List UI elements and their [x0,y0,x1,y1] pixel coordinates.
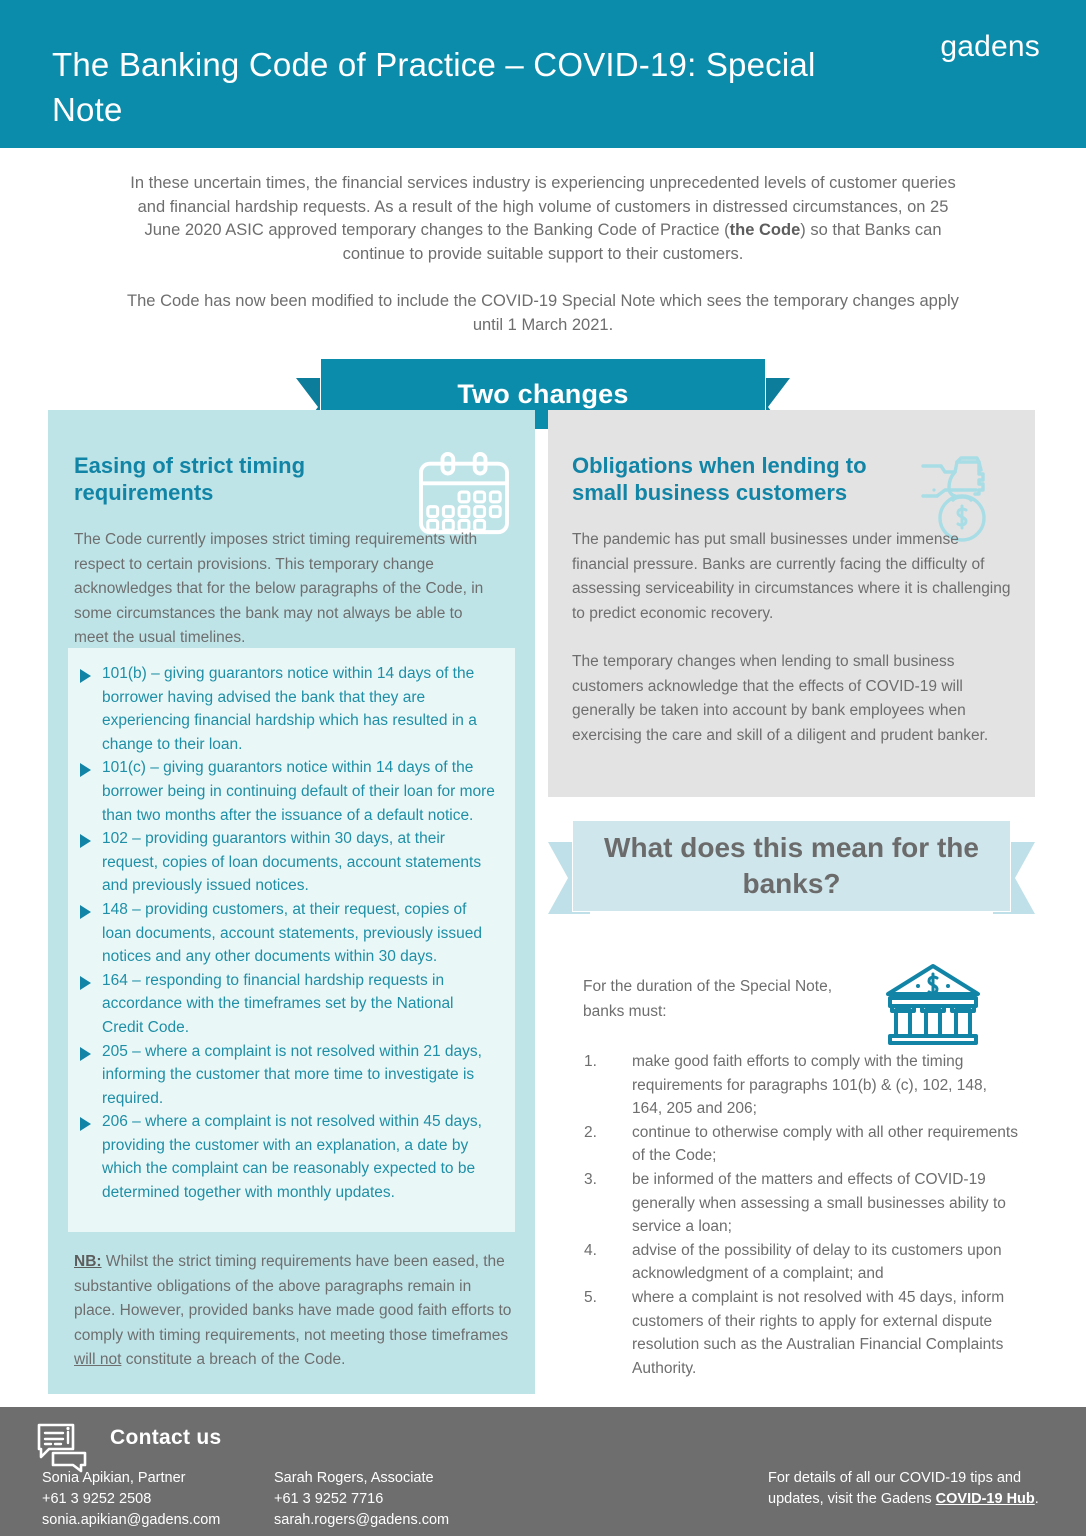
list-item-text: where a complaint is not resolved with 45 days, inform customers of their rights to apply for external dispute resolution such as the Australian Financial Complaints Authority. [632,1288,1005,1377]
list-item-number: 2. [584,1123,597,1141]
gadens-logo: gadens [940,30,1040,63]
left-panel-body [74,528,499,651]
footer-divider [0,1404,1086,1407]
list-item [580,1168,1020,1239]
list-item: 101(b) – giving guarantors notice within 14 days of the borrower having advised the bank that they are experiencing financial hardship which has resulted in a change to their loan. [78,662,499,756]
covid-hub-note [768,1468,1068,1510]
intro-paragraph-1 [118,172,968,266]
list-item [580,1121,1020,1168]
covid-hub-note-after: . [1034,1491,1039,1507]
nb-will-not: will not [74,1351,122,1368]
list-item-text: advise of the possibility of delay to its customers upon acknowledgment of a complaint; and [632,1241,1002,1283]
bank-building-icon [878,960,988,1048]
contact-name: Sarah Rogers, Associate [274,1470,434,1486]
intro-text [118,172,968,337]
nb-note [74,1250,512,1373]
page-header [0,0,1086,148]
intro-paragraph-2: The Code has now been modified to include the COVID-19 Special Note which sees the temporary changes apply until 1 March 2021. [127,292,959,334]
calendar-icon [415,452,513,538]
contact-name: Sonia Apikian, Partner [42,1470,186,1486]
list-item [580,1239,1020,1286]
list-item: 102 – providing guarantors within 30 days, at their request, copies of loan documents, account statements and previously issued notices. [78,827,499,898]
what-does-this-mean-ribbon [548,820,1035,930]
contact-email[interactable]: sonia.apikian@gadens.com [42,1512,221,1528]
contact-email[interactable]: sarah.rogers@gadens.com [274,1512,450,1528]
list-item: 101(c) – giving guarantors notice within 14 days of the borrower being in continuing default of their loan for more than two months after the issuance of a default notice. [78,756,499,827]
list-item-text: continue to otherwise comply with all other requirements of the Code; [632,1123,1018,1165]
timing-bullets-box [68,648,515,1232]
page-footer [0,1404,1086,1536]
list-item-number: 4. [584,1241,597,1259]
contact-card-2 [274,1468,514,1531]
right-panel-heading: Obligations when lending to small business customers [572,453,867,505]
list-item-number: 3. [584,1170,597,1188]
list-item: 164 – responding to financial hardship requests in accordance with the timeframes set by the National Credit Code. [78,969,499,1040]
right-panel-paragraph-2: The temporary changes when lending to small business customers acknowledge that the effects of COVID-19 will generally be taken into account by bank employees when exercising the care and skill of a diligent and prudent banker. [572,653,989,744]
what-does-this-mean-label: What does this mean for the banks? [604,832,979,899]
the-code-bold: the Code [729,221,801,239]
intro-p1-before: In these uncertain times, the financial services industry is experiencing unprecedented levels of customer queries and financial hardship requests. As a result of the high volume of customers in distressed circumstances, on 25 June 2020 ASIC approved temporary changes to the Banking Code of Practice ( [130,174,956,239]
contact-us-title: Contact us [110,1426,222,1449]
contact-card-1 [42,1468,282,1531]
list-item-number: 1. [584,1053,597,1070]
contact-phone[interactable]: +61 3 9252 7716 [274,1491,384,1507]
nb-label: NB: [74,1253,102,1270]
list-item [580,1286,1020,1380]
covid-hub-note-before: For details of all our COVID-19 tips and updates, visit the Gadens [768,1470,1022,1507]
speech-bubbles-icon [35,1421,91,1473]
nb-text-part1: Whilst the strict timing requirements have been eased, the substantive obligations of the above paragraphs remain in place. However, provided banks have made good faith efforts to comply with timing requirements, not meeting those timeframes [74,1253,512,1344]
covid-19-hub-link[interactable]: COVID-19 Hub [935,1491,1035,1507]
contact-phone[interactable]: +61 3 9252 2508 [42,1491,152,1507]
list-item: 206 – where a complaint is not resolved within 45 days, providing the customer with an explanation, a date by which the complaint can be reasonably expected to be determined together with monthly updates. [78,1110,499,1204]
timing-bullet-list [68,648,515,1205]
right-panel-paragraph-1: The pandemic has put small businesses under immense financial pressure. Banks are currently facing the difficulty of assessing serviceability in circumstances where it is challenging to predict economic recovery. [572,531,1011,622]
left-panel-heading: Easing of strict timing requirements [74,453,306,505]
banks-must-section [548,960,1035,1380]
page-title: The Banking Code of Practice – COVID-19: Special Note [52,46,816,128]
small-business-panel [548,410,1035,797]
list-item-number: 5. [584,1288,597,1306]
list-item-text: be informed of the matters and effects of COVID-19 generally when assessing a small businesses ability to service a loan; [632,1170,1006,1236]
left-panel-body-text: The Code currently imposes strict timing requirements with respect to certain provisions. This temporary change acknowledges that for the below paragraphs of the Code, in some circumstances the bank may not always be able to meet the usual timelines. [74,531,484,646]
banks-lead-text: For the duration of the Special Note, banks must: [583,978,833,1020]
ribbon-band [572,820,1011,912]
banks-must-list [580,1050,1020,1380]
nb-text-part2: constitute a breach of the Code. [121,1351,346,1368]
list-item: 148 – providing customers, at their request, copies of loan documents, account statements, previously issued notices and any other documents within 30 days. [78,898,499,969]
two-changes-label: Two changes [457,378,629,409]
list-item-text: make good faith efforts to comply with the timing requirements for paragraphs 101(b) & (c), 102, 148, 164, 205 and 206; [632,1053,987,1118]
intro-p1-after: ) so that Banks can continue to provide suitable support to their customers. [342,221,942,263]
list-item [580,1050,1020,1121]
list-item: 205 – where a complaint is not resolved within 21 days, informing the customer that more time to investigate is required. [78,1040,499,1111]
easing-timing-panel [48,410,535,1394]
right-panel-body [572,528,1017,748]
